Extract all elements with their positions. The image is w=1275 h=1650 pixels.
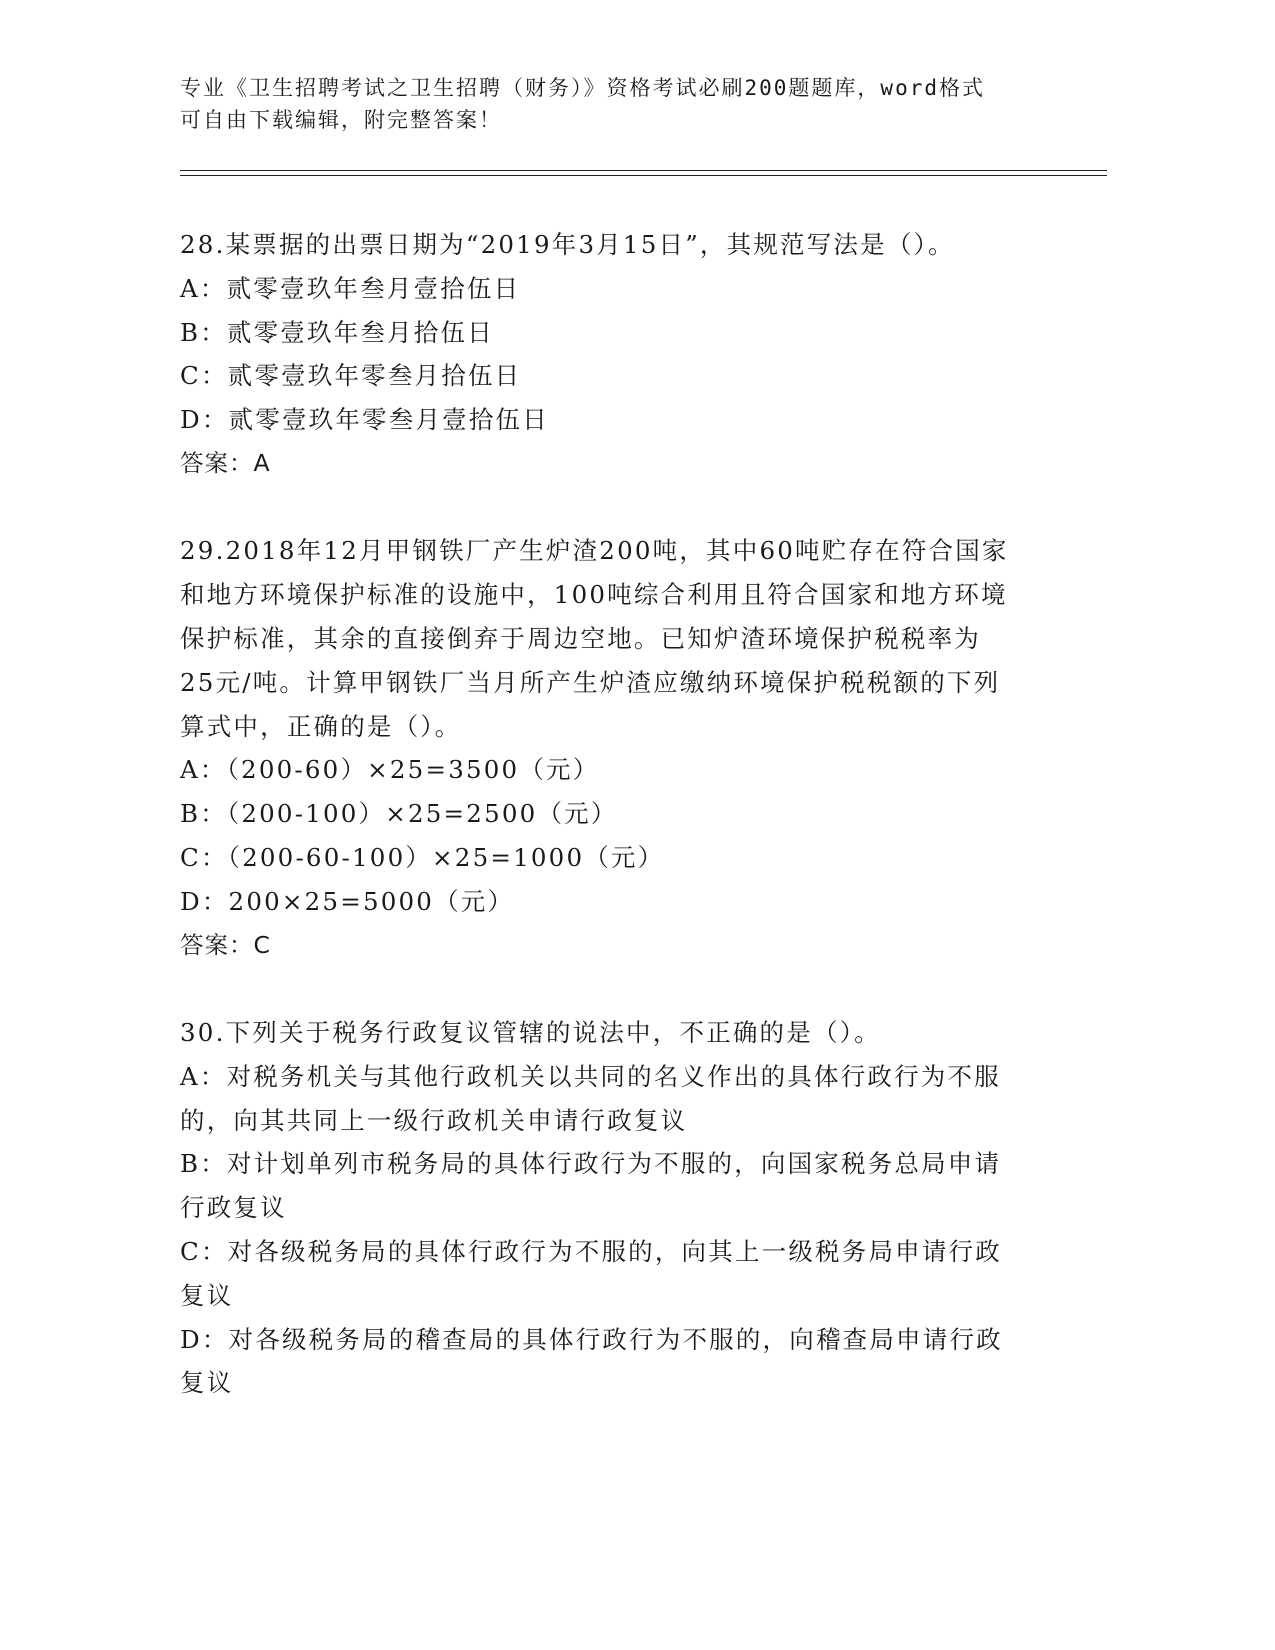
header-divider-bottom	[180, 175, 1107, 176]
question-stem-line: 29.2018年12月甲钢铁厂产生炉渣200吨，其中60吨贮存在符合国家	[180, 536, 1009, 566]
option-line: 复议	[180, 1280, 234, 1310]
option-line: 行政复议	[180, 1193, 287, 1223]
question-spacer	[180, 967, 1060, 1011]
option-item	[180, 880, 1060, 924]
option-item	[180, 1318, 1060, 1406]
header-line-1: 专业《卫生招聘考试之卫生招聘（财务）》资格考试必刷200题题库，word格式	[180, 76, 985, 100]
option-line: D：贰零壹玖年零叁月壹拾伍日	[180, 405, 549, 435]
question-block	[180, 223, 1060, 486]
option-line: D：对各级税务局的稽查局的具体行政行为不服的，向稽查局申请行政	[180, 1324, 1003, 1354]
question-block	[180, 1011, 1060, 1405]
question-stem-line: 保护标准，其余的直接倒弃于周边空地。已知炉渣环境保护税税率为	[180, 623, 981, 653]
option-item	[180, 311, 1060, 355]
option-line: A：贰零壹玖年叁月壹拾伍日	[180, 273, 521, 303]
question-stem-line: 30.下列关于税务行政复议管辖的说法中，不正确的是（）。	[180, 1017, 881, 1047]
option-item	[180, 836, 1060, 880]
option-item	[180, 1230, 1060, 1318]
option-line: 复议	[180, 1368, 234, 1398]
option-item	[180, 398, 1060, 442]
option-item	[180, 792, 1060, 836]
question-block	[180, 529, 1060, 967]
option-line: C：（200-60-100）×25=1000（元）	[180, 842, 665, 872]
option-line: A：（200-60）×25=3500（元）	[180, 755, 600, 785]
option-line: 的，向其共同上一级行政机关申请行政复议	[180, 1105, 688, 1135]
option-line: B：贰零壹玖年叁月拾伍日	[180, 317, 494, 347]
option-line: C：贰零壹玖年零叁月拾伍日	[180, 361, 522, 391]
question-spacer	[180, 486, 1060, 530]
option-item	[180, 1055, 1060, 1143]
option-item	[180, 1142, 1060, 1230]
option-line: D：200×25=5000（元）	[180, 886, 515, 916]
option-line: C：对各级税务局的具体行政行为不服的，向其上一级税务局申请行政	[180, 1236, 1002, 1266]
option-item	[180, 354, 1060, 398]
option-line: B：（200-100）×25=2500（元）	[180, 799, 618, 829]
question-stem-line: 28.某票据的出票日期为“2019年3月15日”，其规范写法是（）。	[180, 230, 955, 259]
question-list	[180, 223, 1060, 1405]
header-divider-top	[180, 170, 1107, 171]
option-item	[180, 748, 1060, 792]
question-stem-line: 25元/吨。计算甲钢铁厂当月所产生炉渣应缴纳环境保护税税额的下列	[180, 667, 1001, 697]
question-stem-line: 算式中，正确的是（）。	[180, 711, 462, 741]
option-line: B：对计划单列市税务局的具体行政行为不服的，向国家税务总局申请	[180, 1149, 1002, 1179]
question-stem-line: 和地方环境保护标准的设施中，100吨综合利用且符合国家和地方环境	[180, 580, 1008, 610]
answer-line: 答案：A	[180, 448, 271, 477]
answer-line: 答案：C	[180, 930, 271, 959]
page-header	[180, 72, 1060, 136]
header-line-2: 可自由下载编辑，附完整答案！	[180, 108, 502, 132]
option-line: A：对税务机关与其他行政机关以共同的名义作出的具体行政行为不服	[180, 1061, 1001, 1091]
option-item	[180, 267, 1060, 311]
